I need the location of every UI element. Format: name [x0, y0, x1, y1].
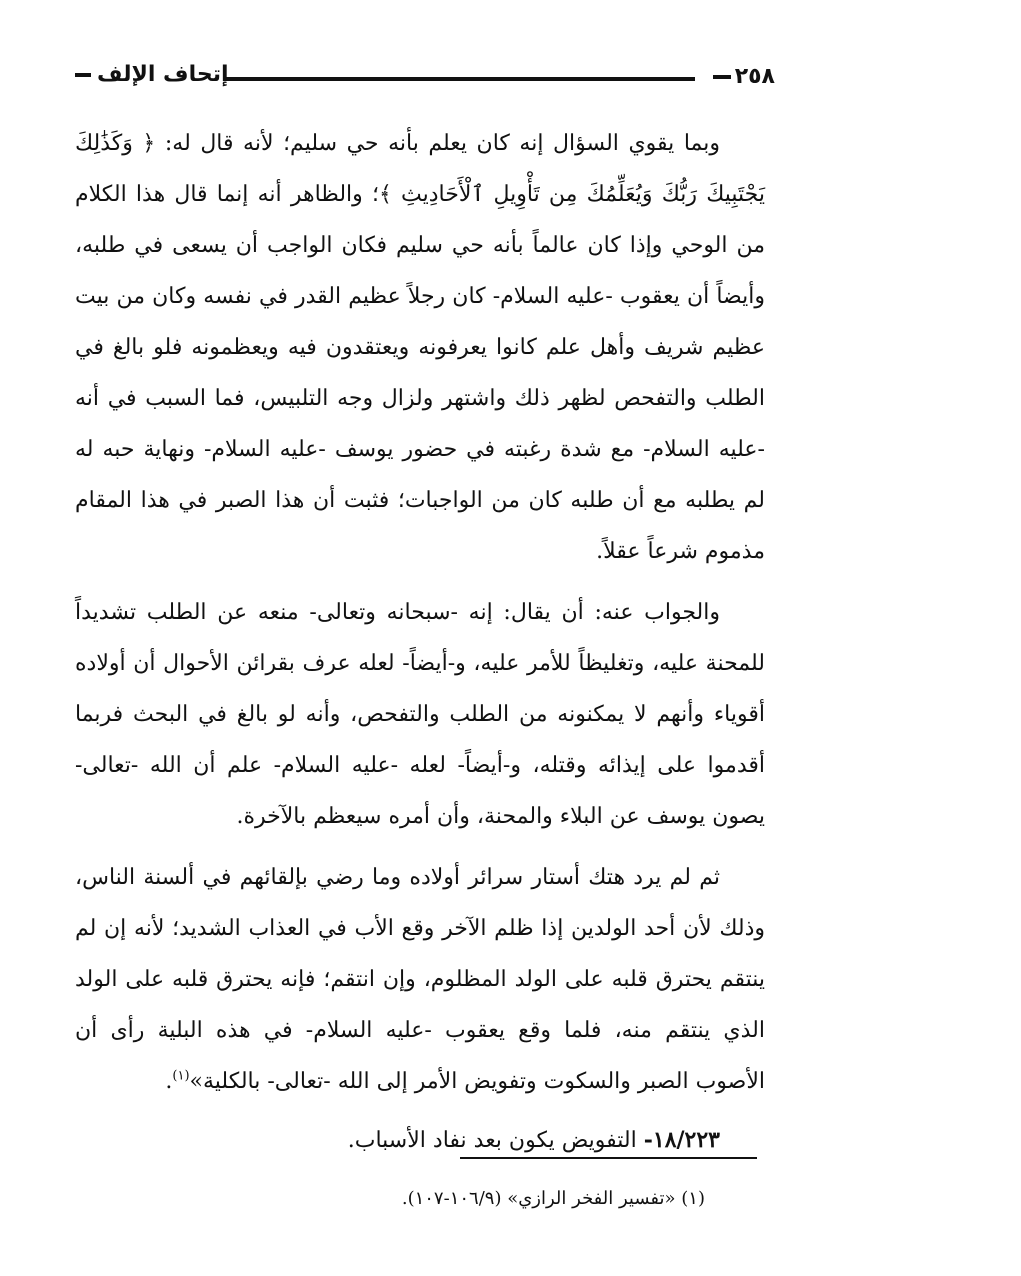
- main-text: [75, 118, 765, 1166]
- footnote-separator: [460, 1157, 757, 1159]
- header-rule: [225, 77, 695, 81]
- paragraph-question: وبما يقوي السؤال إنه كان يعلم بأنه حي سليم؛ لأنه قال له: ﴿ وَكَذَٰلِكَ يَجْتَبِيكَ رَبُّكَ وَيُعَلِّمُكَ مِن تَأْوِيلِ ٱلْأَحَادِيثِ ﴾؛ والظاهر أنه إنما قال هذا الكلام من الوحي وإذا كان عالماً بأنه حي سليم فكان الواجب أن يسعى في طلبه، وأيضاً أن يعقوب -عليه السلام- كان رجلاً عظيم القدر في نفسه وكان من بيت عظيم شريف وأهل علم كانوا يعرفونه ويعتقدون فيه ويعظمونه فلو بالغ في الطلب والتفحص لظهر ذلك واشتهر ولزال وجه التلبيس، فما السبب في أنه -عليه السلام- مع شدة رغبته في حضور يوسف -عليه السلام- ونهاية حبه له لم يطلبه مع أن طلبه كان من الواجبات؛ فثبت أن هذا الصبر في هذا المقام مذموم شرعاً عقلاً.: [75, 131, 765, 564]
- paragraph-continuation-text: ثم لم يرد هتك أستار سرائر أولاده وما رضي بإلقائهم في ألسنة الناس، وذلك لأن أحد الولدين إذا ظلم الآخر وقع الأب في العذاب الشديد؛ لأنه إن لم ينتقم يحترق قلبه على الولد المظلوم، وإن انتقم؛ فإنه يحترق قلبه على الولد الذي ينتقم منه، فلما وقع يعقوب -عليه السلام- في هذه البلية رأى أن الأصوب الصبر والسكوت وتفويض الأمر إلى الله -تعالى- بالكلية»: [75, 865, 765, 1094]
- paragraph-answer: والجواب عنه: أن يقال: إنه -سبحانه وتعالى- منعه عن الطلب تشديداً للمحنة عليه، وتغليظاً للأمر عليه، و-أيضاً- لعله عرف بقرائن الأحوال أن أولاده أقوياء وأنهم لا يمكنونه من الطلب والتفحص، وأنه لو بالغ في البحث فربما أقدموا على إيذائه وقتله، و-أيضاً- لعله -عليه السلام- علم أن الله -تعالى- يصون يوسف عن البلاء والمحنة، وأن أمره سيعظم بالآخرة.: [75, 600, 765, 829]
- section-number: ١٨/٢٢٣-: [643, 1127, 720, 1153]
- closing-mark: .: [165, 1069, 173, 1094]
- footnote-reference: (١): [172, 1068, 190, 1084]
- section-heading-text: التفويض يكون بعد نفاد الأسباب.: [347, 1128, 637, 1153]
- running-title: إتحاف الإلف: [75, 62, 229, 87]
- page-header: [75, 60, 775, 100]
- page-number: ٢٥٨: [713, 64, 775, 89]
- paragraph-continuation: [75, 852, 765, 1107]
- footnote: (١) «تفسير الفخر الرازي» (١٠٦/٩-١٠٧).: [401, 1188, 705, 1209]
